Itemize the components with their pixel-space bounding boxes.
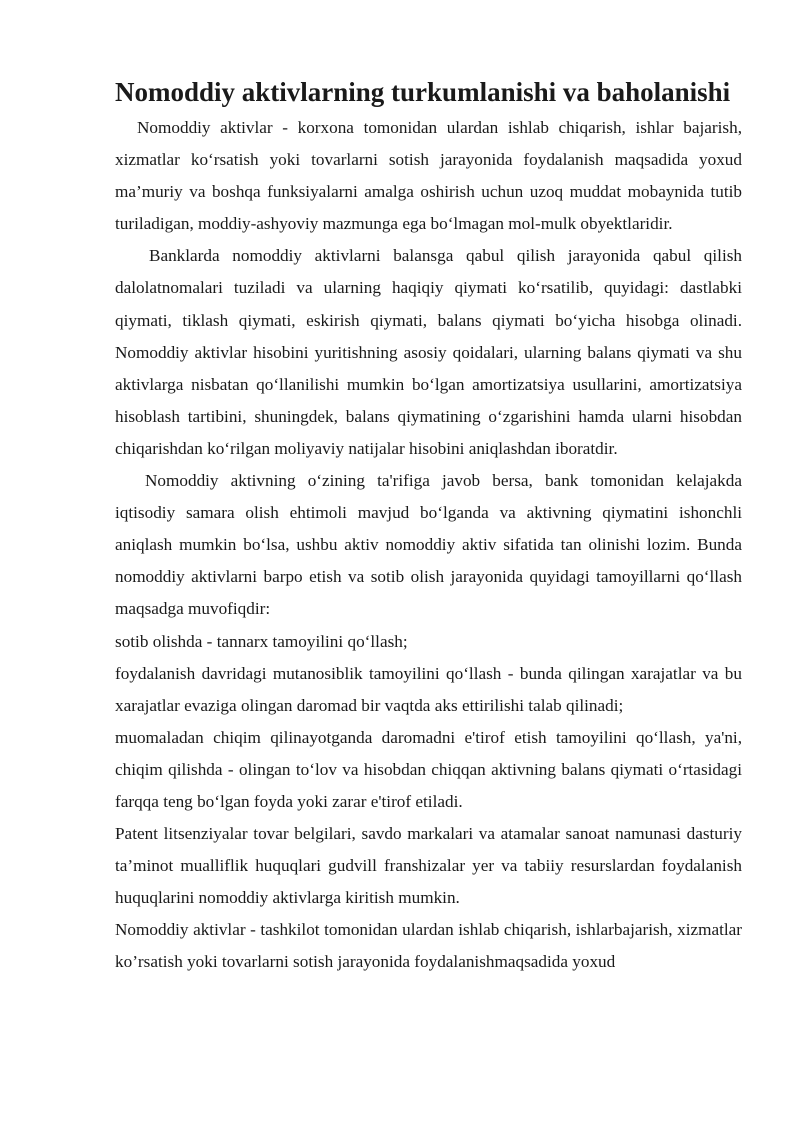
paragraph-principle-cost: sotib olishda - tannarx tamoyilini qo‘llash; — [115, 631, 408, 651]
paragraph-principle-matching: foydalanish davridagi mutanosiblik tamoyilini qo‘llash - bunda qilingan xarajatlar va bu xarajatlar evaziga olingan daromad bir vaqtda aks ettirilishi talab qilinadi; — [115, 663, 742, 715]
paragraph-definition-repeat: Nomoddiy aktivlar - tashkilot tomonidan ulardan ishlab chiqarish, ishlarbajarish, xizmatlar ko’rsatish yoki tovarlarni sotish jarayonida foydalanishmaqsadida yoxud — [115, 920, 742, 972]
paragraph-bank-accounting: Banklarda nomoddiy aktivlarni balansga qabul qilish jarayonida qabul qilish dalolatnomalari tuziladi va ularning haqiqiy qiymati ko‘rsatilib, quyidagi: dastlabki qiymati, tiklash qiymati, eskirish qiymati, balans qiymati bo‘yicha hisobga olinadi. Nomoddiy aktivlar hisobini yuritishning asosiy qoidalari, ularning balans qiymati va shu aktivlarga nisbatan qo‘llanilishi mumkin bo‘lgan amortizatsiya usullarini, amortizatsiya hisoblash tartibini, shuningdek, balans qiymatining o‘zgarishini hamda ularni hisobdan chiqarishdan ko‘rilgan moliyaviy natijalar hisobini aniqlashdan iboratdir. — [115, 246, 742, 458]
paragraph-recognition: Nomoddiy aktivning o‘zining ta'rifiga javob bersa, bank tomonidan kelajakda iqtisodiy samara olish ehtimoli mavjud bo‘lganda va aktivning qiymatini ishonchli aniqlash mumkin bo‘lsa, ushbu aktiv nomoddiy aktiv sifatida tan olinishi lozim. Bunda nomoddiy aktivlarni barpo etish va sotib olish jarayonida quyidagi tamoyillarni qo‘llash maqsadga muvofiqdir: — [115, 471, 742, 619]
paragraph-definition: Nomoddiy aktivlar - korxona tomonidan ulardan ishlab chiqarish, ishlar bajarish, xizmatlar ko‘rsatish yoki tovarlarni sotish jarayonida foydalanish maqsadida yoxud ma’muriy va boshqa funksiyalarni amalga oshirish uchun uzoq muddat mobaynida tutib turiladigan, moddiy-ashyoviy mazmunga ega bo‘lmagan mol-mulk obyektlaridir. — [115, 118, 742, 234]
document-page — [115, 74, 742, 979]
paragraph-principle-derecognition: muomaladan chiqim qilinayotganda daromadni e'tirof etish tamoyilini qo‘llash, ya'ni, chiqim qilishda - olingan to‘lov va hisobdan chiqqan aktivning balans qiymati o‘rtasidagi farqqa teng bo‘lgan foyda yoki zarar e'tirof etiladi. — [115, 727, 742, 811]
paragraph-examples: Patent litsenziyalar tovar belgilari, savdo markalari va atamalar sanoat namunasi dasturiy ta’minot mualliflik huquqlari gudvill franshizalar yer va tabiiy resurslardan foydalanish huquqlarini nomoddiy aktivlarga kiritish mumkin. — [115, 824, 742, 908]
document-title: Nomoddiy aktivlarning turkumlanishi va baholanishi — [115, 77, 731, 107]
